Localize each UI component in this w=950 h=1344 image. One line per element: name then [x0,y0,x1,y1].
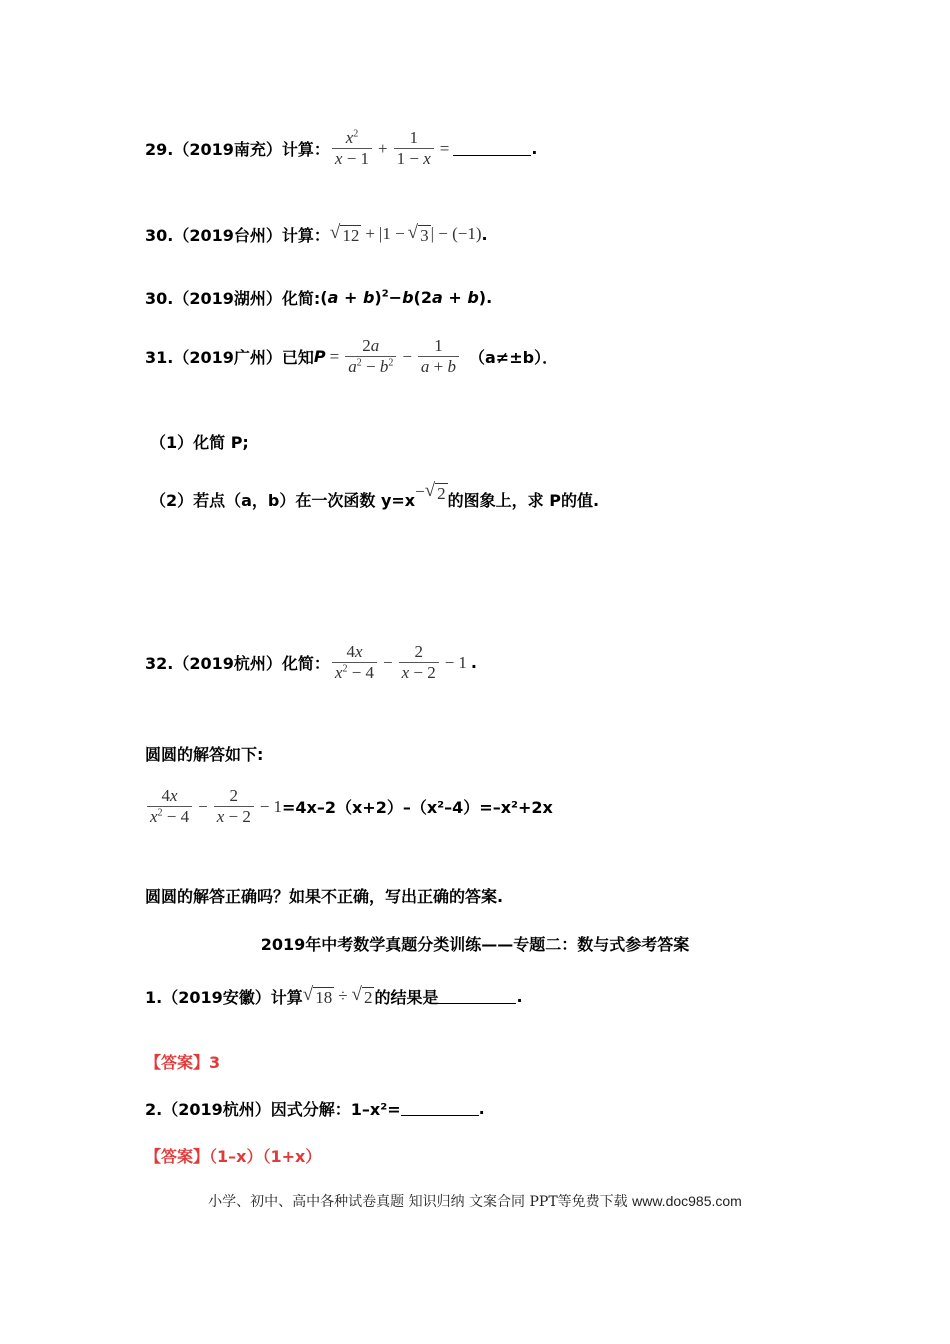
question-31-label: 31.（2019广州）已知 [145,348,314,367]
question-29-formula: $\frac{x^2}{x - 1}$ + $\frac{1}{1 - x}$ = [330,128,453,169]
question-31-part-1: （1）化简 P; [150,433,249,452]
question-32-label: 32.（2019杭州）化简： [145,654,330,673]
solution-intro: 圆圆的解答如下: [145,745,264,764]
footer [0,1191,950,1211]
question-32-formula: $\frac{4x}{x^2 - 4}$ − $\frac{2}{x - 2}$ − 1 [330,642,467,683]
footer-link[interactable]: www.doc985.com [632,1193,742,1209]
answer-1: 【答案】3 [145,1053,221,1072]
question-30a-label: 30.（2019台州）计算： [145,225,330,245]
solution-line [145,786,553,827]
question-31-formula: = $\frac{2a}{a^2 - b^2}$ − $\frac{1}{a + b}$ [326,336,461,377]
solution-question: 圆圆的解答正确吗？如果不正确，写出正确的答案. [145,887,504,906]
question-30b-expression: $(a + b)^2-b(2a + b)$. [320,288,493,307]
footer-text: 小学、初中、高中各种试卷真题 知识归纳 文案合同 PPT等免费下载 [208,1194,633,1210]
question-31-condition: （a≠±b）． [469,348,559,367]
question-31: 31.（2019广州）已知 P = $\frac{2a}{a^2 - b^2}$ − $\frac{1}{a + b}$ （a≠±b）． [145,336,559,376]
answer-blank [453,141,531,156]
answer-question-2: 2.（2019杭州）因式分解：1–x²= . [145,1099,485,1119]
question-32: 32.（2019杭州）化简： $\frac{4x}{x^2 - 4}$ − $\frac{2}{x - 2}$ − 1 . [145,642,477,682]
solution-result: =4x–2（x+2）–（x²–4）=–x²+2x [281,798,553,817]
answer-section-title: 2019年中考数学真题分类训练——专题二：数与式参考答案 [260,935,690,954]
question-30-huzhou [145,286,492,309]
question-29: 29.（2019南充）计算： $\frac{x^2}{x - 1}$ + $\frac{1}{1 - x}$ = . [145,128,538,168]
answer-blank [401,1101,479,1116]
answer-blank [438,989,516,1004]
answer-2: 【答案】（1–x）（1+x） [145,1147,322,1166]
question-31-sqrt: − √ 2 [415,479,446,503]
question-30-taizhou: 30.（2019台州）计算： √ 12 + |1 − √ 3 | − (−1) . [145,222,488,245]
solution-formula: $\frac{4x}{x^2 - 4}$ − $\frac{2}{x - 2}$ − 1 [145,786,282,827]
question-30a-formula: √ 12 + |1 − √ 3 | − (−1) [329,222,482,245]
answer-question-1: 1.（2019安徽）计算 √ 18 ÷ √ 2 的结果是 . [145,984,523,1007]
question-30b-label: 30.（2019湖州）化简: [145,289,321,308]
answer-1-formula: √ 18 ÷ √ 2 [302,984,373,1007]
question-29-label: 29.（2019南充）计算： [145,140,330,159]
question-31-part-2: （2）若点（a，b）在一次函数 y=x − √ 2 的图象上，求 P的值. [150,479,600,510]
